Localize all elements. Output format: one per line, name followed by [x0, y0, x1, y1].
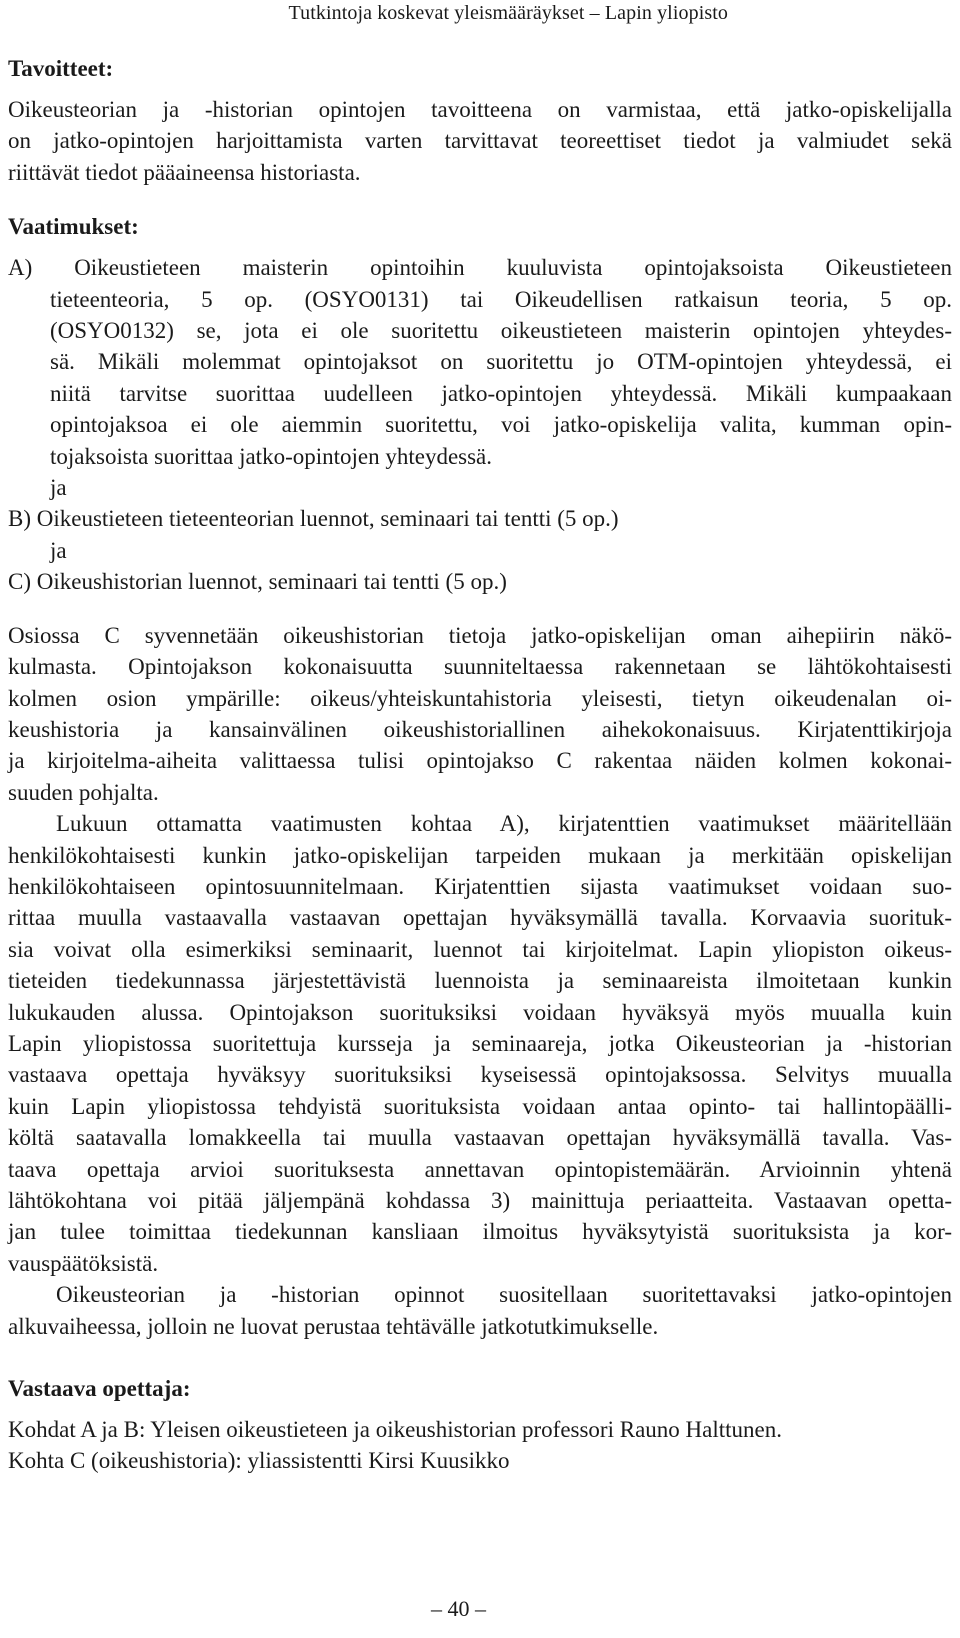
text-line: vastaava opettaja hyväksyy suorituksiksi kyseisessä opintojaksossa. Selvitys muualla — [8, 1062, 952, 1088]
section-heading-vastaava-opettaja: Vastaava opettaja: — [8, 1376, 191, 1402]
text-line: henkilökohtaisesti kunkin jatko-opiskelijan tarpeiden mukaan ja merkitään opiskelijan — [8, 842, 952, 868]
text-line: kolmen osion ympärille: oikeus/yhteiskuntahistoria yleisesti, tietyn oikeudenalan oi- — [8, 685, 952, 711]
text-line: keushistoria ja kansainvälinen oikeushistoriallinen aihekokonaisuus. Kirjatenttikirjoja — [8, 716, 952, 742]
conjunction-ja: ja — [50, 475, 67, 501]
text-line: suuden pohjalta. — [8, 779, 159, 805]
text-line: (OSYO0132) se, jota ei ole suoritettu oikeustieteen maisterin opintojen yhteydes- — [50, 318, 952, 344]
text-line: sä. Mikäli molemmat opintojaksot on suoritettu jo OTM-opintojen yhteydessä, ei — [50, 349, 952, 375]
text-line: lähtökohtana voi pitää jäljempänä kohdassa 3) mainittuja periaatteita. Vastaavan opetta- — [8, 1188, 952, 1213]
body-paragraph-2 — [8, 808, 952, 1279]
requirement-b-line: B) Oikeustieteen tieteenteorian luennot, seminaari tai tentti (5 op.) — [8, 506, 619, 532]
text-line: on jatko-opintojen harjoittamista varten tarvittavat teoreettiset tiedot ja valmiudet sekä — [8, 128, 952, 154]
body-paragraph-1 — [8, 620, 952, 808]
vaatimukset-list — [8, 252, 952, 597]
conjunction-ja: ja — [50, 537, 67, 563]
text-line: niitä tarvitse suorittaa uudelleen jatko-opintojen yhteydessä. Mikäli kumpaakaan — [50, 380, 952, 406]
text-line: Oikeusteorian ja -historian opintojen tavoitteena on varmistaa, että jatko-opiskelijalla — [8, 97, 952, 122]
text-line: Oikeusteorian ja -historian opinnot suositellaan suoritettavaksi jatko-opintojen — [56, 1282, 952, 1308]
text-line: Lapin yliopistossa suoritettuja kursseja ja seminaareja, jotka Oikeusteorian ja -historian — [8, 1030, 952, 1056]
text-line: Kohdat A ja B: Yleisen oikeustieteen ja oikeushistorian professori Rauno Halttunen. — [8, 1417, 782, 1443]
text-line: rittaa muulla vastaavalla vastaavan opettajan hyväksymällä tavalla. Korvaavia suorituk- — [8, 905, 952, 931]
text-line: ja kirjoitelma-aiheita valittaessa tulisi opintojakso C rakentaa näiden kolmen kokonai- — [8, 748, 952, 774]
tavoitteet-paragraph — [8, 94, 952, 188]
text-line: lukukauden alussa. Opintojakson suorituksiksi voidaan hyväksyä myös muualla kuin — [8, 999, 952, 1025]
requirement-a-line: A) Oikeustieteen maisterin opintoihin kuuluvista opintojaksoista Oikeustieteen — [8, 255, 952, 281]
text-line: vauspäätöksistä. — [8, 1250, 159, 1276]
page-number: – 40 – — [431, 1596, 486, 1621]
requirement-c-line: C) Oikeushistorian luennot, seminaari tai tentti (5 op.) — [8, 569, 507, 595]
text-line: henkilökohtaiseen opintosuunnitelmaan. Kirjatenttien sijasta vaatimukset voidaan suo- — [8, 873, 952, 899]
text-line: Osiossa C syvennetään oikeushistorian tietoja jatko-opiskelijan oman aihepiirin näkö- — [8, 622, 952, 648]
text-line: Kohta C (oikeushistoria): yliassistentti Kirsi Kuusikko — [8, 1448, 510, 1474]
text-line: kuin Lapin yliopistossa tehdyistä suorituksista voidaan antaa opinto- tai hallintopäälli- — [8, 1093, 952, 1119]
text-line: Lukuun ottamatta vaatimusten kohtaa A), kirjatenttien vaatimukset määritellään — [56, 811, 952, 837]
text-line: taava opettaja arvioi suorituksesta annettavan opintopistemäärän. Arvioinnin yhtenä — [8, 1156, 952, 1182]
text-line: tojaksoista suorittaa jatko-opintojen yhteydessä. — [50, 443, 493, 469]
text-line: költä saatavalla lomakkeella tai muulla vastaavan opettajan hyväksymällä tavalla. Vas- — [8, 1125, 952, 1151]
text-line: opintojaksoa ei ole aiemmin suoritettu, voi jatko-opiskelija valita, kumman opin- — [50, 412, 952, 438]
document-body — [8, 52, 952, 1477]
text-line: tieteiden tiedekunnassa järjestettävistä luennoista ja seminaareista ilmoitetaan kunkin — [8, 968, 952, 994]
text-line: alkuvaiheessa, jolloin ne luovat perustaa tehtävälle jatkotutkimukselle. — [8, 1313, 659, 1339]
text-line: tieteenteoria, 5 op. (OSYO0131) tai Oikeudellisen ratkaisun teoria, 5 op. — [50, 286, 952, 312]
running-header: Tutkintoja koskevat yleismääräykset – Lapin yliopisto — [288, 2, 728, 24]
section-heading-vaatimukset: Vaatimukset: — [8, 214, 139, 240]
vastaava-paragraph — [8, 1414, 952, 1477]
text-line: kulmasta. Opintojakson kokonaisuutta suunniteltaessa rakennetaan se lähtökohtaisesti — [8, 654, 952, 680]
text-line: riittävät tiedot pääaineensa historiasta. — [8, 159, 361, 185]
section-heading-tavoitteet: Tavoitteet: — [8, 56, 114, 81]
text-line: sia voivat olla esimerkiksi seminaarit, luennot tai kirjoitelmat. Lapin yliopiston oikeus- — [8, 936, 952, 962]
text-line: jan tulee toimittaa tiedekunnan kansliaan ilmoitus hyväksytyistä suorituksista ja kor- — [8, 1219, 952, 1245]
body-paragraph-3 — [8, 1279, 952, 1342]
